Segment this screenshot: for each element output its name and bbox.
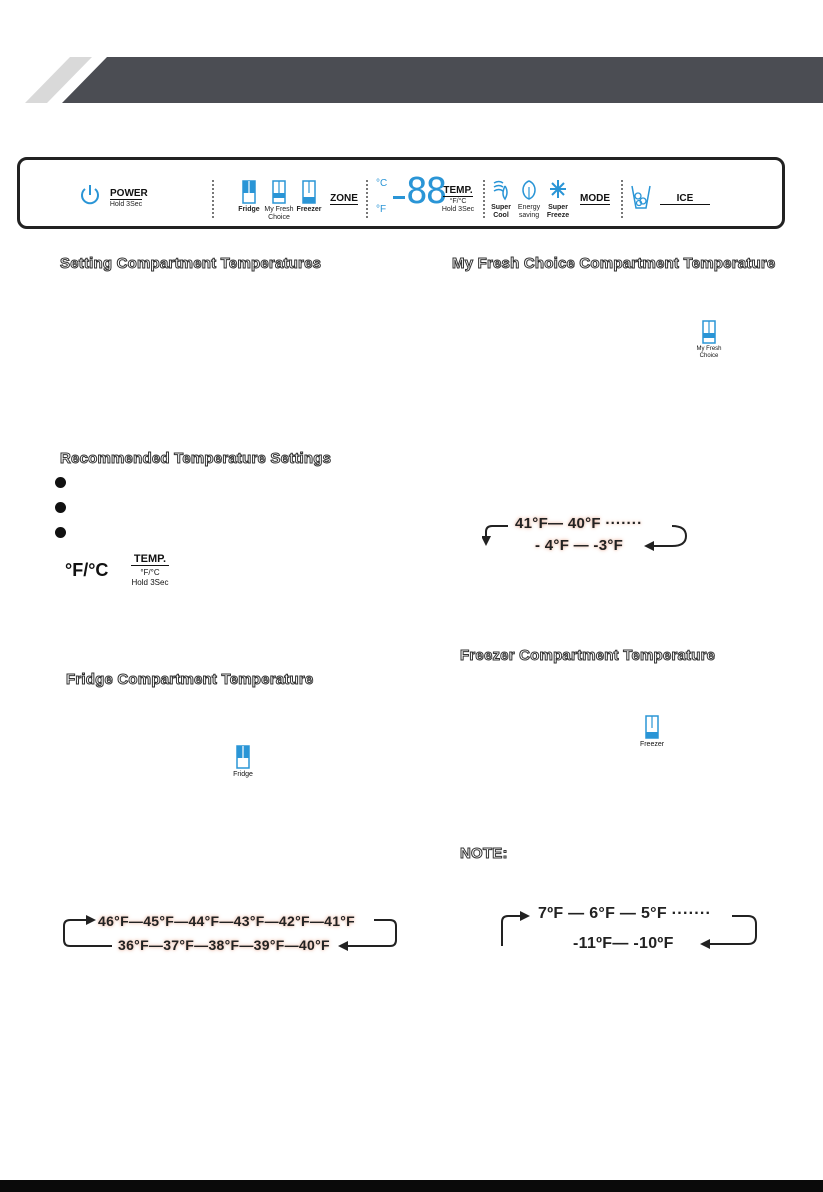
mfc-sequence-bottom: - 4°F — -3°F: [535, 537, 624, 554]
super-freeze-snowflake-icon[interactable]: [548, 178, 568, 202]
bullet-icon: [55, 502, 66, 513]
temp-unit-sub: °F/°C: [449, 198, 467, 205]
mfc-icon-label-line-2: Choice: [699, 353, 719, 359]
unit-fahrenheit: °F: [376, 204, 387, 215]
heading-my-fresh-choice: My Fresh Choice Compartment Temperature: [452, 255, 776, 272]
heading-fridge-compartment: Fridge Compartment Temperature: [66, 671, 314, 688]
super-cool-icon[interactable]: [491, 178, 511, 202]
unit-celsius: °C: [376, 178, 388, 189]
unit-switch-text: °F/°C: [65, 560, 109, 580]
freezer-sequence-top: 7ºF — 6°F — 5°F ·······: [538, 905, 712, 922]
heading-recommended-settings: Recommended Temperature Settings: [60, 450, 332, 467]
temp-label: TEMP.: [443, 185, 473, 196]
unit-switch-temp: TEMP.: [131, 553, 169, 566]
header-bar: [0, 0, 823, 110]
fridge-sequence-top: 46°F—45°F—44°F—43°F—42°F—41°F: [98, 913, 356, 929]
temperature-display: 88: [406, 171, 446, 212]
my-fresh-choice-zone-icon[interactable]: [272, 180, 286, 204]
divider: [621, 180, 623, 218]
mode-super-cool: Super Cool: [491, 204, 511, 219]
ice-label: ICE: [660, 193, 710, 205]
fridge-sequence-bottom: 36°F—37°F—38°F—39°F—40°F: [118, 937, 330, 953]
control-panel: [17, 157, 785, 229]
footer-bar: [0, 1180, 823, 1192]
display-minus-segment: [392, 180, 406, 216]
mode-label: MODE: [580, 193, 610, 204]
ice-cup-icon[interactable]: [630, 182, 652, 210]
power-hold: Hold 3Sec: [109, 201, 143, 208]
divider: [212, 180, 214, 218]
divider: [366, 180, 368, 218]
freezer-icon-label: Freezer: [639, 741, 665, 748]
freezer-zone-icon[interactable]: [302, 180, 316, 204]
my-fresh-choice-icon: [702, 320, 716, 344]
zone-item-my-fresh-choice: My Fresh Choice: [264, 206, 294, 221]
fridge-icon-label: Fridge: [233, 771, 253, 778]
mfc-icon-label-line-1: My Fresh: [696, 346, 722, 352]
power-icon[interactable]: [78, 183, 102, 207]
bullet-icon: [55, 477, 66, 488]
fridge-icon: [236, 745, 250, 769]
freezer-sequence-bottom: -11ºF— -10ºF: [573, 935, 674, 952]
fridge-zone-icon[interactable]: [242, 180, 256, 204]
zone-item-freezer: Freezer: [296, 206, 322, 213]
energy-saving-icon[interactable]: [519, 178, 539, 202]
power-label: POWER: [110, 188, 148, 199]
unit-switch-sub: °F/°C: [140, 568, 160, 577]
mode-energy-saving: Energy saving: [517, 204, 541, 219]
mfc-sequence-top: 41°F— 40°F ·······: [515, 515, 643, 532]
heading-freezer-compartment: Freezer Compartment Temperature: [460, 647, 716, 664]
mode-super-freeze: Super Freeze: [546, 204, 570, 219]
temp-hold: Hold 3Sec: [441, 206, 475, 213]
mfc-icon-label: [690, 346, 728, 360]
zone-item-fridge: Fridge: [238, 206, 260, 213]
bullet-icon: [55, 527, 66, 538]
heading-setting-compartment: Setting Compartment Temperatures: [60, 255, 322, 272]
divider: [483, 180, 485, 218]
unit-switch-hold: Hold 3Sec: [131, 578, 169, 587]
freezer-icon: [645, 715, 659, 739]
note-label: NOTE:: [460, 845, 508, 862]
zone-label: ZONE: [330, 193, 358, 204]
